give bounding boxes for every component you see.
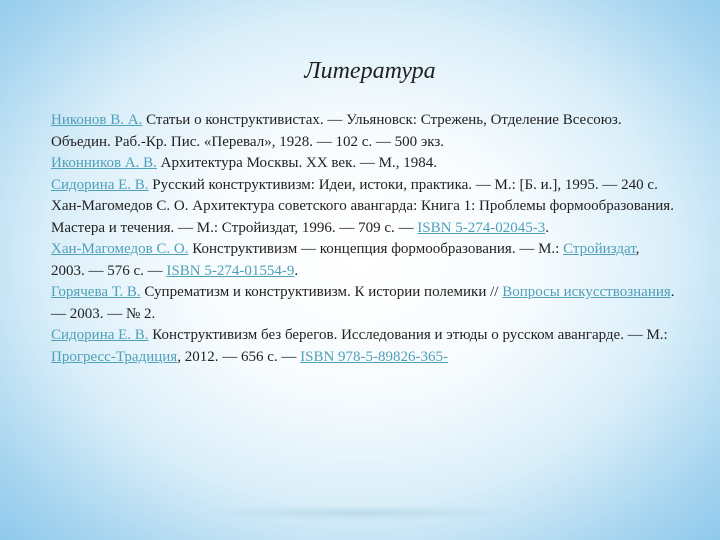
isbn-link[interactable]: ISBN 5-274-02045-3 bbox=[417, 219, 546, 236]
reference-text-end: . bbox=[545, 219, 549, 236]
reference-item bbox=[51, 282, 676, 325]
author-link[interactable]: Сидорина Е. В. bbox=[51, 176, 149, 193]
reference-item bbox=[51, 153, 676, 175]
reference-text: Статьи о конструктивистах. — Ульяновск: Стрежень, Отделение Всесоюз. Объедин. Раб.-Кр. Пис. «Перевал», 1928. — 102 с. — 500 экз. bbox=[51, 112, 622, 150]
reference-text: Архитектура Москвы. XX век. — М., 1984. bbox=[156, 155, 437, 171]
reference-list bbox=[51, 110, 676, 368]
journal-link[interactable]: Вопросы искусствознания bbox=[502, 284, 671, 300]
reference-text: . — 2003. — № 2. bbox=[51, 284, 675, 322]
slide-shadow bbox=[200, 505, 520, 521]
reference-item bbox=[51, 196, 676, 239]
publisher-link[interactable]: Стройиздат bbox=[563, 241, 636, 257]
author-link[interactable]: Сидорина Е. В. bbox=[51, 327, 149, 343]
author-link[interactable]: Никонов В. А. bbox=[51, 112, 143, 128]
isbn-link[interactable]: ISBN 5-274-01554-9 bbox=[166, 262, 295, 279]
isbn-link[interactable]: ISBN 978-5-89826-365- bbox=[300, 348, 449, 365]
author-link[interactable]: Иконников А. В. bbox=[51, 155, 157, 171]
reference-item bbox=[51, 325, 676, 368]
reference-text: Русский конструктивизм: Идеи, истоки, практика. — М.: [Б. и.], 1995. — 240 с. bbox=[148, 176, 658, 193]
author-link[interactable]: Хан-Магомедов С. О. bbox=[51, 241, 189, 257]
reference-text: Хан-Магомедов С. О. Архитектура советского авангарда: Книга 1: Проблемы формообразования. Мастера и течения. — М.: Стройиздат, 1996. — 709 с. — bbox=[51, 198, 674, 236]
publisher-link[interactable]: Прогресс-Традиция bbox=[51, 348, 178, 365]
reference-text: Конструктивизм без берегов. Исследования и этюды о русском авангарде. — М.: bbox=[148, 327, 668, 343]
reference-text-end: . bbox=[294, 262, 299, 279]
slide-title: Литература bbox=[304, 58, 436, 84]
reference-text: Конструктивизм — концепция формообразования. — М.: bbox=[188, 241, 564, 257]
reference-text: , 2012. — 656 с. — bbox=[177, 348, 301, 365]
reference-item bbox=[51, 175, 676, 197]
author-link[interactable]: Горячева Т. В. bbox=[51, 284, 141, 300]
reference-text: Супрематизм и конструктивизм. К истории полемики // bbox=[140, 284, 503, 300]
reference-text: , 2003. — 576 с. — bbox=[51, 241, 640, 279]
reference-item bbox=[51, 239, 676, 282]
reference-item bbox=[51, 110, 676, 153]
